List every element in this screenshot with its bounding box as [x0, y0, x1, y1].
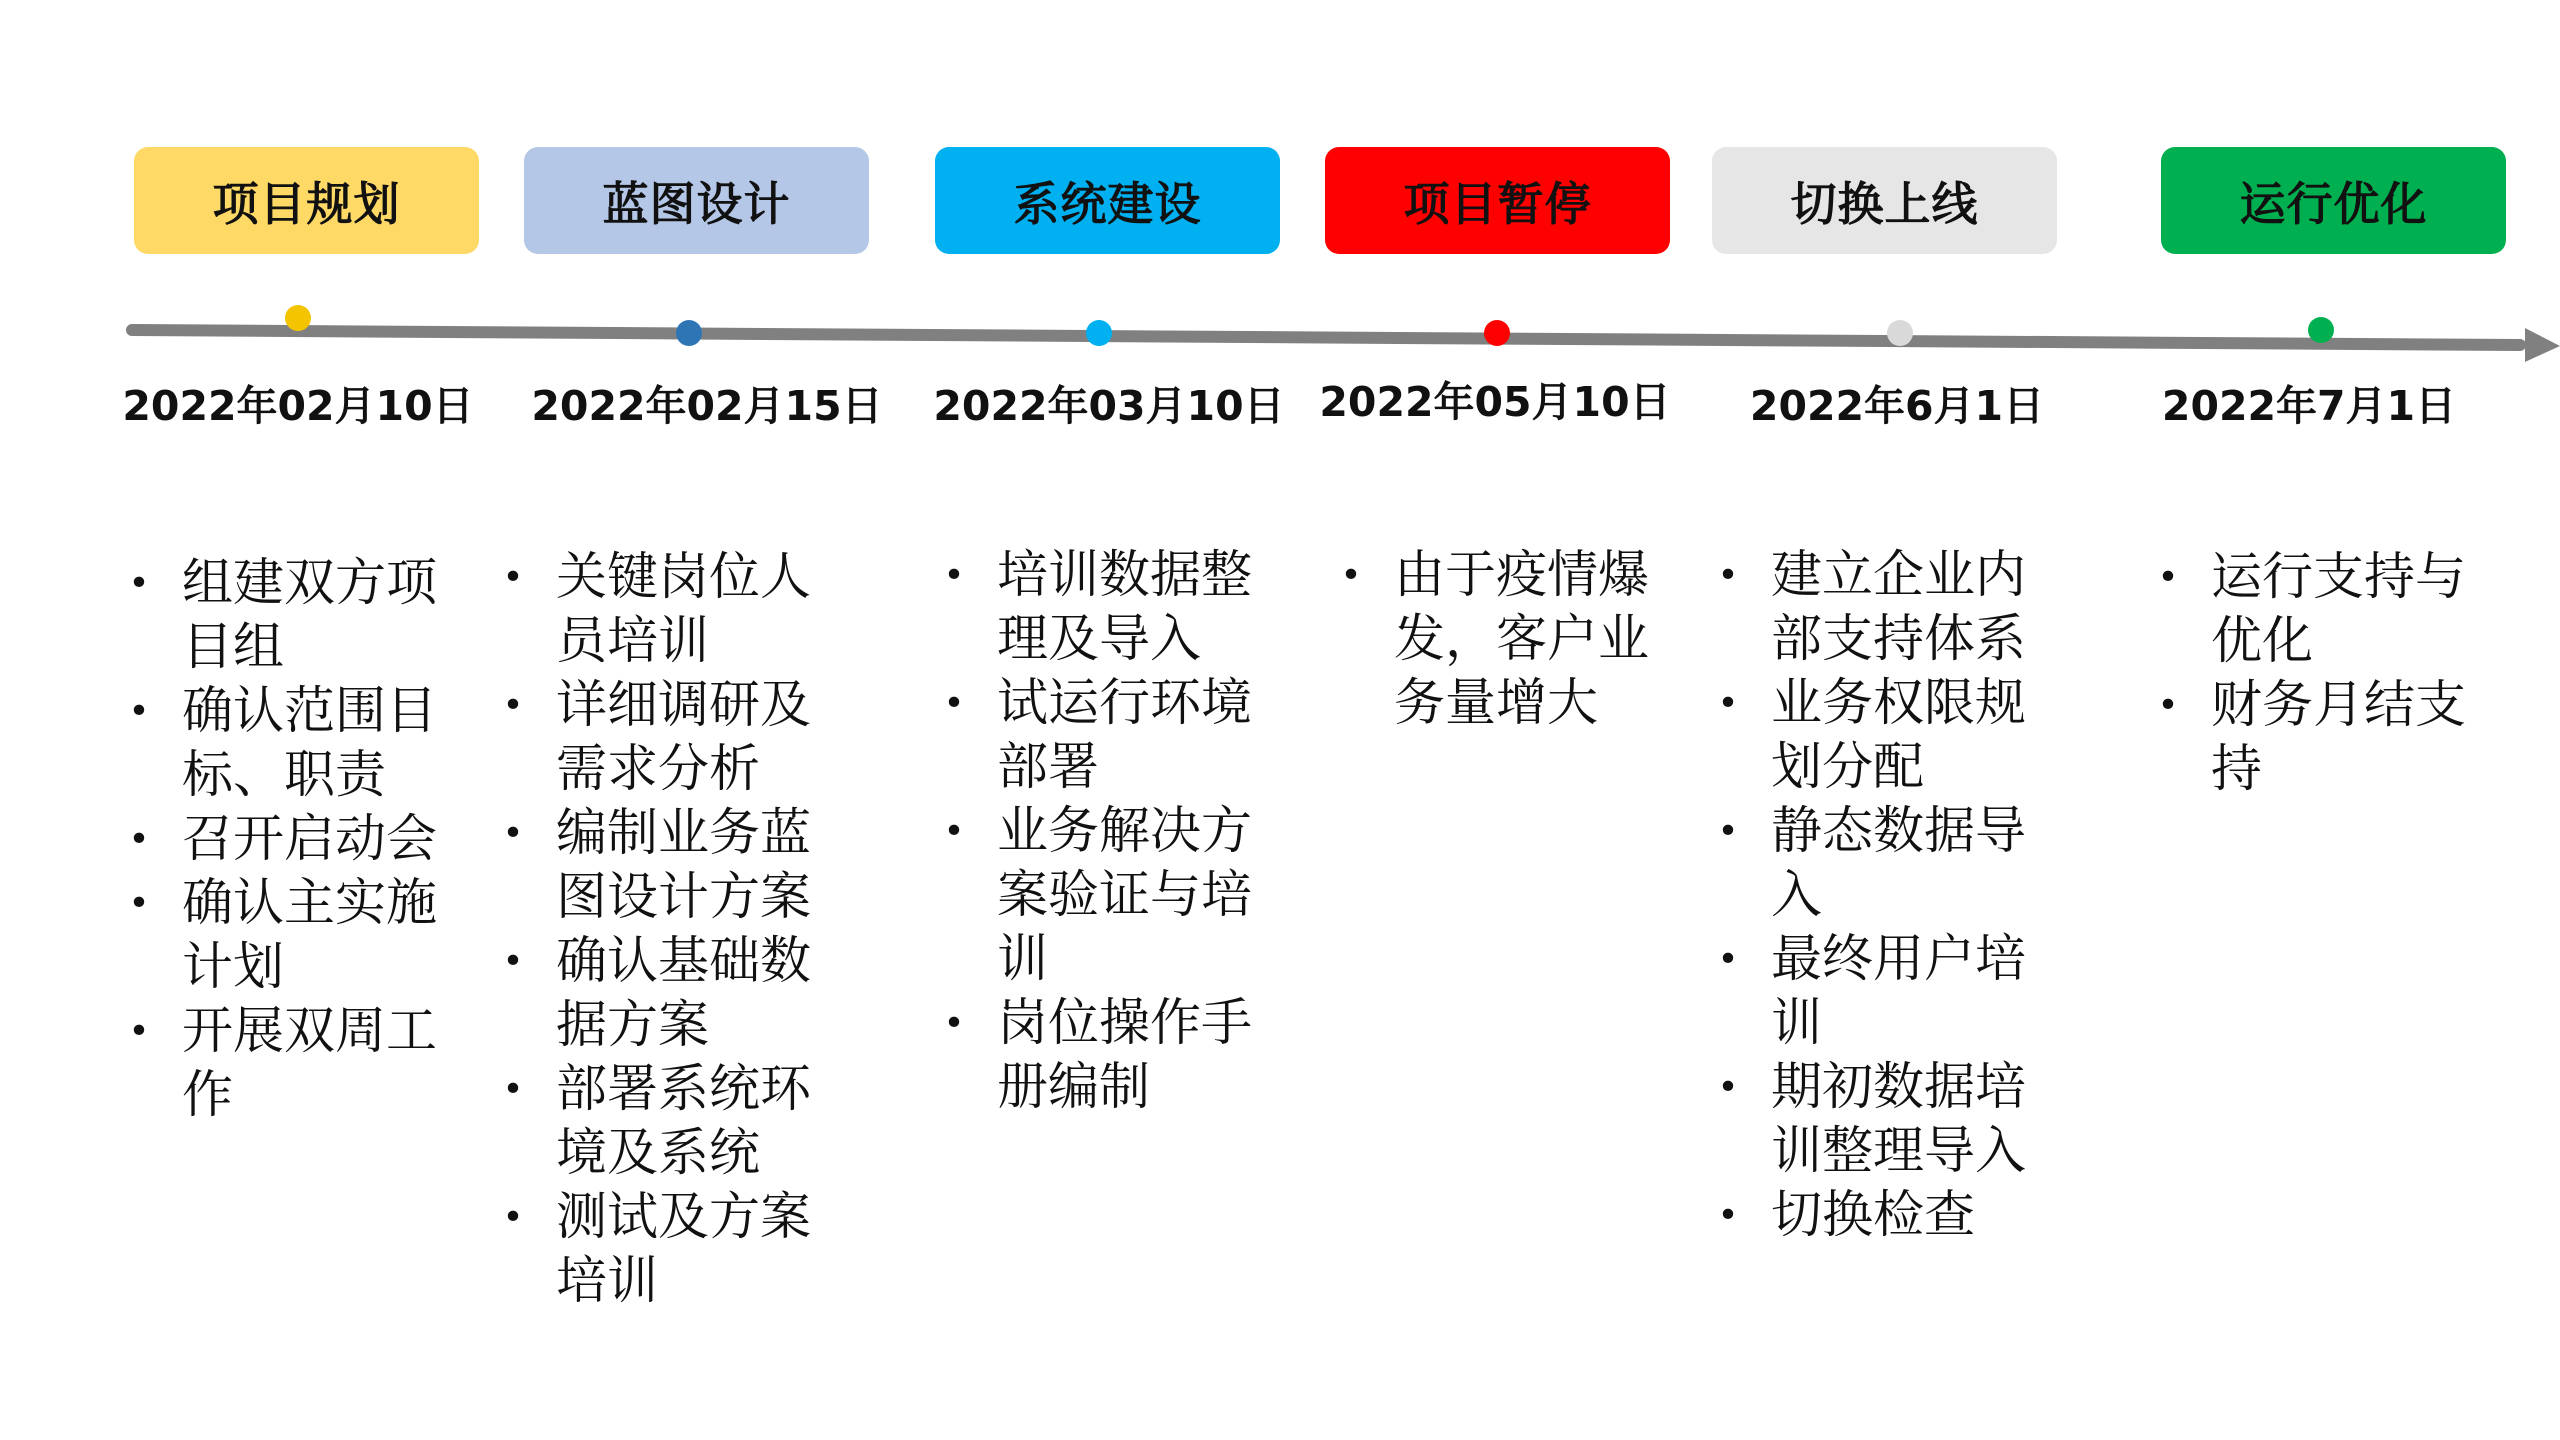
task-text: 运行支持与优化	[2211, 548, 2467, 671]
bullet-icon: •	[128, 691, 150, 732]
task-text: 开展双周工作	[182, 1002, 438, 1125]
milestone-date: 2022年03月10日	[933, 382, 1285, 430]
milestone-dot	[1086, 320, 1112, 346]
bullet-icon: •	[943, 1003, 965, 1044]
bullet-icon: •	[502, 941, 524, 982]
task-list-optimize	[2153, 546, 2493, 802]
phase-title: 切换上线	[1790, 176, 1979, 231]
bullet-icon: •	[128, 819, 150, 860]
task-list-cutover	[1713, 544, 2053, 1248]
phase-box-build	[935, 147, 1280, 254]
task-item	[2153, 546, 2493, 674]
bullet-icon: •	[2157, 557, 2179, 598]
bullet-icon: •	[502, 1197, 524, 1238]
task-text: 组建双方项目组	[182, 554, 438, 677]
task-list-paused	[1336, 544, 1676, 736]
bullet-icon: •	[1717, 683, 1739, 724]
task-list-build	[939, 544, 1279, 1120]
phase-box-planning	[134, 147, 479, 254]
task-text: 试运行环境部署	[997, 674, 1253, 797]
task-text: 岗位操作手册编制	[997, 994, 1253, 1117]
phase-title: 系统建设	[1013, 176, 1202, 231]
task-item	[939, 672, 1279, 800]
task-item	[498, 674, 838, 802]
task-text: 最终用户培训	[1771, 930, 2027, 1053]
task-item	[124, 872, 464, 1000]
task-text: 切换检查	[1771, 1186, 1976, 1245]
bullet-icon: •	[502, 685, 524, 726]
task-item	[939, 800, 1279, 992]
task-item	[939, 992, 1279, 1120]
task-text: 期初数据培训整理导入	[1771, 1058, 2027, 1181]
task-list-blueprint	[498, 546, 838, 1314]
milestone-dot	[2308, 317, 2334, 343]
milestone-date: 2022年05月10日	[1319, 378, 1671, 426]
phase-box-paused	[1325, 147, 1670, 254]
bullet-icon: •	[943, 555, 965, 596]
phase-title: 项目规划	[212, 176, 401, 231]
task-item	[1713, 1056, 2053, 1184]
task-text: 确认范围目标、职责	[182, 682, 438, 805]
bullet-icon: •	[1717, 811, 1739, 852]
milestone-dot	[285, 305, 311, 331]
task-text: 业务解决方案验证与培训	[997, 802, 1253, 989]
task-item	[124, 808, 464, 872]
milestone-date: 2022年02月10日	[122, 382, 474, 430]
task-text: 关键岗位人员培训	[556, 548, 812, 671]
task-text: 测试及方案培训	[556, 1188, 812, 1311]
task-item	[498, 1186, 838, 1314]
task-text: 确认主实施计划	[182, 874, 438, 997]
task-text: 召开启动会	[182, 810, 438, 869]
phase-title: 项目暂停	[1403, 176, 1592, 231]
task-item	[1713, 928, 2053, 1056]
task-text: 由于疫情爆发，客户业务量增大	[1394, 546, 1650, 733]
milestone-date: 2022年7月1日	[2161, 382, 2457, 430]
task-text: 静态数据导入	[1771, 802, 2027, 925]
bullet-icon: •	[1717, 1067, 1739, 1108]
task-item	[124, 680, 464, 808]
task-text: 建立企业内部支持体系	[1771, 546, 2027, 669]
task-text: 编制业务蓝图设计方案	[556, 804, 812, 927]
phase-title: 运行优化	[2239, 176, 2428, 231]
bullet-icon: •	[502, 557, 524, 598]
phase-box-cutover	[1712, 147, 2057, 254]
task-item	[939, 544, 1279, 672]
task-item	[1713, 672, 2053, 800]
bullet-icon: •	[128, 1011, 150, 1052]
bullet-icon: •	[128, 883, 150, 924]
timeline-arrowhead	[2525, 328, 2560, 362]
bullet-icon: •	[1340, 555, 1362, 596]
task-item	[498, 802, 838, 930]
task-text: 财务月结支持	[2211, 676, 2467, 799]
timeline-line	[132, 330, 2520, 345]
bullet-icon: •	[1717, 1195, 1739, 1236]
bullet-icon: •	[1717, 555, 1739, 596]
milestone-date: 2022年02月15日	[531, 382, 883, 430]
task-item	[2153, 674, 2493, 802]
task-item	[498, 1058, 838, 1186]
task-item	[1713, 1184, 2053, 1248]
bullet-icon: •	[1717, 939, 1739, 980]
milestone-dot	[1887, 320, 1913, 346]
task-item	[124, 1000, 464, 1128]
task-text: 业务权限规划分配	[1771, 674, 2027, 797]
phase-box-blueprint	[524, 147, 869, 254]
milestone-dot	[1484, 320, 1510, 346]
bullet-icon: •	[502, 1069, 524, 1110]
bullet-icon: •	[128, 563, 150, 604]
task-text: 确认基础数据方案	[556, 932, 812, 1055]
task-text: 培训数据整理及导入	[997, 546, 1253, 669]
task-item	[1713, 544, 2053, 672]
task-item	[1336, 544, 1676, 736]
phase-box-optimize	[2161, 147, 2506, 254]
bullet-icon: •	[943, 811, 965, 852]
task-item	[124, 552, 464, 680]
milestone-dot	[676, 320, 702, 346]
task-item	[1713, 800, 2053, 928]
task-item	[498, 546, 838, 674]
bullet-icon: •	[943, 683, 965, 724]
task-text: 部署系统环境及系统	[556, 1060, 812, 1183]
bullet-icon: •	[502, 813, 524, 854]
task-text: 详细调研及需求分析	[556, 676, 812, 799]
phase-title: 蓝图设计	[602, 176, 791, 231]
task-list-planning	[124, 552, 464, 1128]
bullet-icon: •	[2157, 685, 2179, 726]
task-item	[498, 930, 838, 1058]
milestone-date: 2022年6月1日	[1749, 382, 2045, 430]
